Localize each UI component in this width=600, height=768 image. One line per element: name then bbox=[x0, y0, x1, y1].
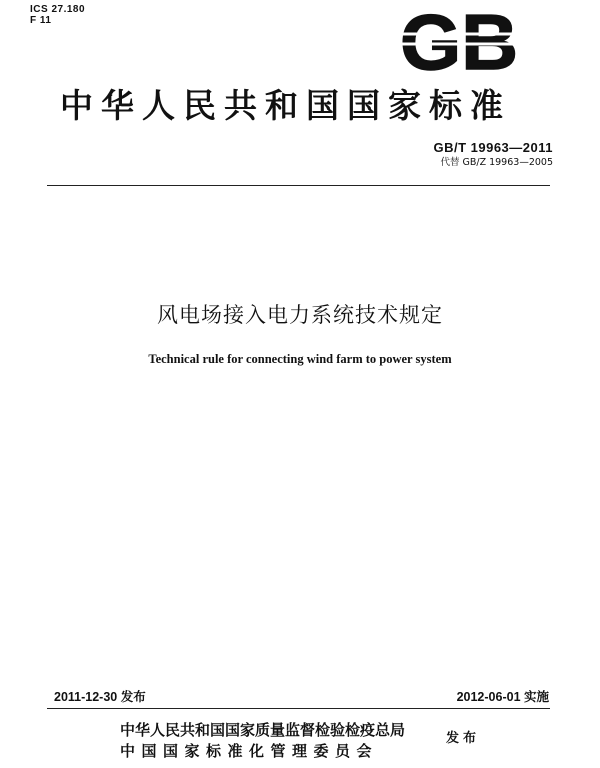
gb-logo-text: GB bbox=[400, 8, 518, 78]
issuer-line-2: 中国国家标准化管理委员会 bbox=[120, 742, 379, 760]
ccs-code: F 11 bbox=[30, 15, 52, 26]
standard-number-block bbox=[433, 140, 553, 169]
replaces-note: 代替 GB/Z 19963—2005 bbox=[440, 157, 553, 168]
title-english: Technical rule for connecting wind farm to power system bbox=[148, 352, 452, 366]
title-chinese: 风电场接入电力系统技术规定 bbox=[157, 303, 443, 327]
classification-codes bbox=[30, 4, 85, 26]
ics-code: ICS 27.180 bbox=[30, 4, 86, 15]
bottom-divider bbox=[47, 708, 550, 709]
issue-date: 2011-12-30 发布 bbox=[54, 690, 146, 704]
gb-logo bbox=[396, 8, 522, 78]
standard-number: GB/T 19963—2011 bbox=[433, 140, 553, 155]
publish-label: 发布 bbox=[446, 731, 481, 746]
effective-date: 2012-06-01 实施 bbox=[456, 690, 549, 704]
issuing-authorities bbox=[120, 720, 405, 762]
gb-logo-graphic bbox=[396, 8, 522, 78]
issuer-line-1: 中华人民共和国国家质量监督检验检疫总局 bbox=[120, 721, 406, 739]
top-divider bbox=[47, 185, 550, 186]
national-standard-heading: 中华人民共和国国家标准 bbox=[60, 86, 511, 125]
